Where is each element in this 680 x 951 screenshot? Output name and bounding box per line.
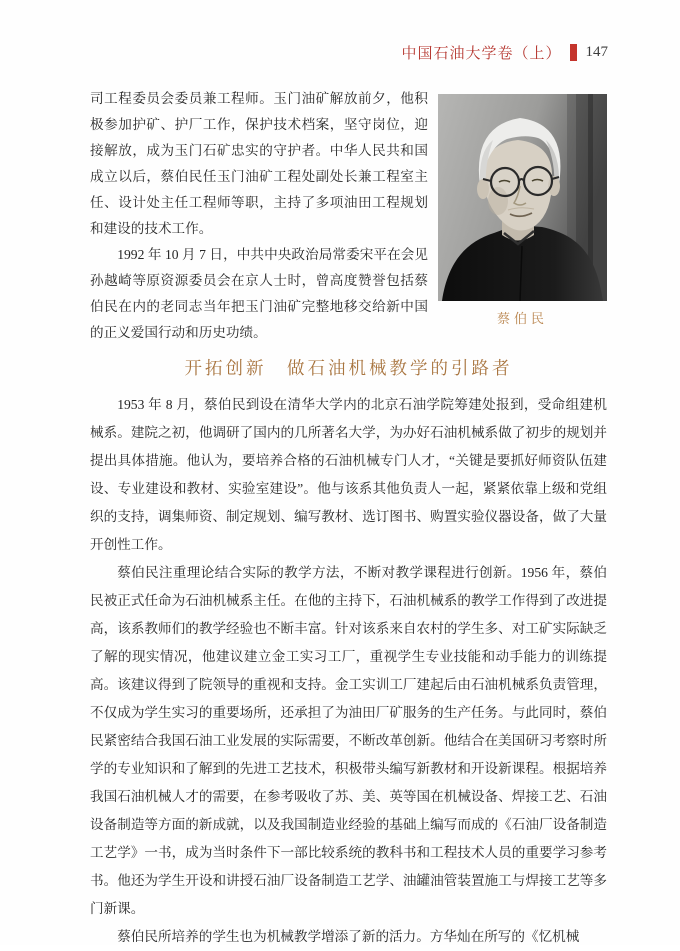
running-header [401, 42, 608, 63]
page-number: 147 [585, 44, 608, 60]
portrait-photo-icon [438, 94, 607, 301]
portrait-caption: 蔡伯民 [496, 311, 548, 326]
section-paragraph-3: 蔡伯民所培养的学生也为机械教学增添了新的活力。方华灿在所写的《忆机械 [117, 929, 580, 944]
page-body [90, 86, 607, 951]
header-divider-bar [570, 44, 577, 61]
intro-section [90, 86, 607, 346]
book-title: 中国石油大学卷（上） [401, 46, 562, 62]
intro-paragraph-1: 司工程委员会委员兼工程师。玉门油矿解放前夕，他积极参加护矿、护厂工作，保护技术档案，坚守岗位，迎接解放，成为玉门石矿忠实的守护者。中华人民共和国成立以后，蔡伯民任玉门油矿工程处副处长兼工程室主任、设计处主任工程师等职，主持了多项油田工程规划和建设的技术工作。 [90, 91, 428, 236]
portrait-figure [438, 94, 607, 327]
section-paragraph-2: 蔡伯民注重理论结合实际的教学方法，不断对教学课程进行创新。1956 年，蔡伯民被正式任命为石油机械系主任。在他的主持下，石油机械系的教学工作得到了改进提高，该系教师们的教学经验也不断丰富。针对该系来自农村的学生多、对工矿实际缺乏了解的现实情况，他建议建立金工实习工厂，重视学生专业技能和动手能力的训练提高。该建议得到了院领导的重视和支持。金工实训工厂建起后由石油机械系负责管理，不仅成为学生实习的重要场所，还承担了为油田厂矿服务的生产任务。与此同时，蔡伯民紧密结合我国石油工业发展的实际需要，不断改革创新。他结合在美国研习考察时所学的专业知识和了解到的先进工艺技术，积极带头编写新教材和开设新课程。根据培养我国石油机械人才的需要，在参考吸收了苏、美、英等国在机械设备、焊接工艺、石油设备制造等方面的新成就，以及我国制造业经验的基础上编写而成的《石油厂设备制造工艺学》一书，成为当时条件下一部比较系统的教科书和工程技术人员的重要学习参考书。他还为学生开设和讲授石油厂设备制造工艺学、油罐油管装置施工与焊接工艺等多门新课。 [90, 565, 607, 916]
intro-paragraph-2: 1992 年 10 月 7 日，中共中央政治局常委宋平在会见孙越崎等原资源委员会在京人士时，曾高度赞誉包括蔡伯民在内的老同志当年把玉门油矿完整地移交给新中国的正义爱国行动和历史功绩。 [90, 247, 428, 340]
section-title: 开拓创新 做石油机械教学的引路者 [184, 358, 513, 378]
section-paragraph-1: 1953 年 8 月，蔡伯民到设在清华大学内的北京石油学院筹建处报到，受命组建机械系。建院之初，他调研了国内的几所著名大学，为办好石油机械系做了初步的规划并提出具体措施。他认为，要培养合格的石油机械专门人才，“关键是要抓好师资队伍建设、专业建设和教材、实验室建设”。他与该系其他负责人一起，紧紧依靠上级和党组织的支持，调集师资、制定规划、编写教材、选订图书、购置实验仪器设备，做了大量开创性工作。 [90, 397, 607, 552]
